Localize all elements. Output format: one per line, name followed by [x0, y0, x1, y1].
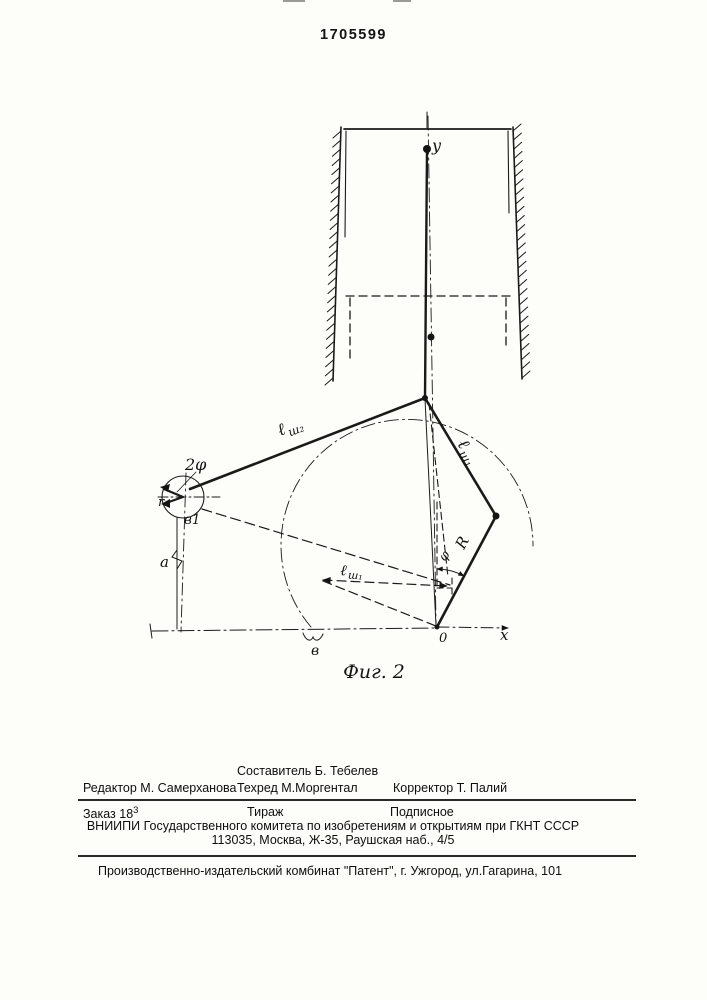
svg-text:ℓ: ℓ	[452, 436, 474, 453]
x-axis	[437, 627, 508, 628]
crank-R	[437, 516, 496, 627]
piston-skirt-left	[345, 131, 346, 237]
link-lsh2	[190, 398, 425, 489]
order-label: Заказ 18	[83, 807, 134, 822]
construction-line-b1	[202, 509, 450, 585]
svg-text:ш₁: ш₁	[347, 568, 364, 583]
piston-pin-top	[423, 145, 431, 153]
phi-angle-arc	[437, 569, 464, 576]
hatch-left	[325, 131, 341, 385]
imprint-tirazh: Тираж	[247, 805, 284, 819]
piston-dashed-position	[346, 296, 510, 362]
imprint-podpisnoe: Подписное	[390, 805, 454, 819]
label-b1: в1	[184, 512, 201, 528]
baseline	[152, 628, 437, 631]
origin-point	[435, 625, 440, 630]
piston-skirt-right	[508, 131, 509, 213]
label-dim-b: в	[311, 643, 320, 659]
order-superscript: 3	[133, 805, 139, 816]
svg-text:φ: φ	[435, 548, 454, 565]
dim-b-brace	[303, 633, 323, 640]
figure-caption: Фиг. 2	[343, 661, 405, 683]
svg-text:ш₂: ш₂	[285, 420, 307, 440]
label-lsh2	[275, 413, 307, 443]
piston-rod	[425, 150, 427, 398]
svg-text:R: R	[451, 533, 473, 552]
construction-line-to-O	[323, 581, 436, 626]
dim-lsh1-line	[323, 580, 447, 586]
label-two-phi: 2φ	[185, 455, 207, 474]
label-lsh1-dim	[340, 561, 364, 583]
svg-text:ℓ: ℓ	[339, 561, 348, 580]
piston-pin-lower	[428, 334, 435, 341]
imprint-rule-top	[78, 799, 636, 801]
imprint-vniipi-line1: ВНИИПИ Государственного комитета по изобретениям и открытиям при ГКНТ СССР	[86, 819, 580, 833]
label-origin: 0	[439, 631, 448, 646]
hatch-right	[513, 124, 530, 378]
svg-text:ℓ: ℓ	[274, 419, 289, 441]
label-dim-a: a	[160, 553, 169, 571]
svg-text:ш₁: ш₁	[455, 447, 477, 470]
imprint-compiler: Составитель Б. Тебелев	[237, 764, 379, 778]
imprint-plant-line: Производственно-издательский комбинат "Патент", г. Ужгород, ул.Гагарина, 101	[97, 864, 563, 878]
junction-pin	[422, 395, 428, 401]
label-axis-x: x	[500, 626, 509, 644]
imprint-techred: Техред М.Моргентал	[237, 781, 358, 795]
crank-path-arc	[281, 419, 533, 627]
label-axis-y: у	[432, 136, 442, 155]
imprint-vniipi-line2: 113035, Москва, Ж-35, Раушская наб., 4/5	[211, 833, 455, 847]
imprint-corrector: Корректор Т. Палий	[393, 781, 508, 795]
crank-pin	[493, 513, 500, 520]
imprint-rule-bottom	[78, 855, 636, 857]
label-R	[451, 533, 473, 552]
imprint-editor: Редактор М. Самерханова	[83, 781, 237, 795]
cylinder-wall-left	[333, 127, 341, 381]
patent-number: 1705599	[320, 27, 387, 43]
label-r: r	[158, 495, 165, 510]
